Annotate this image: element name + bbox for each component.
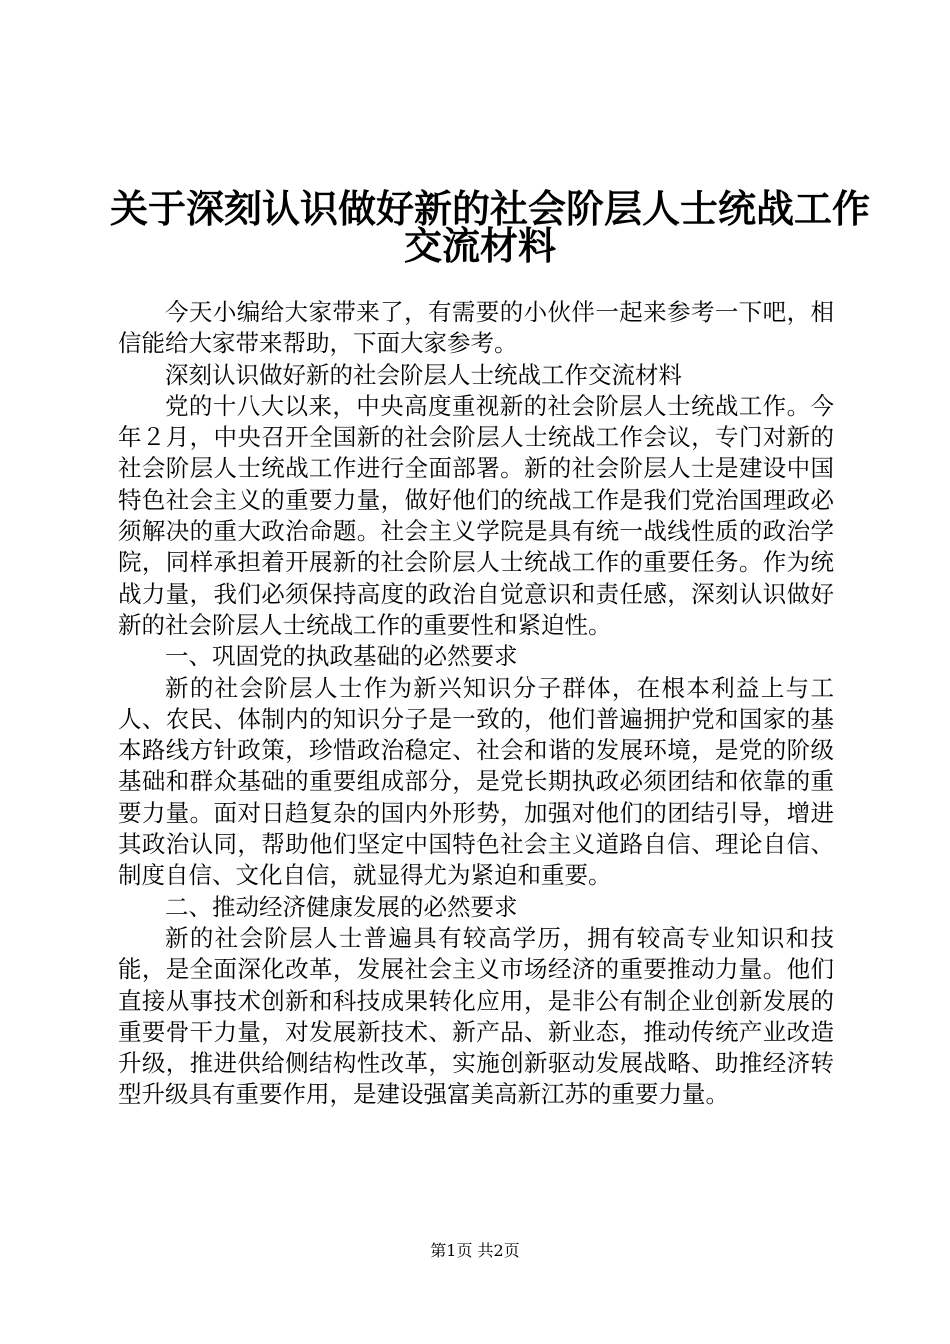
- body-paragraph: 新的社会阶层人士普遍具有较高学历，拥有较高专业知识和技能，是全面深化改革，发展社会主义市场经济的重要推动力量。他们直接从事技术创新和科技成果转化应用，是非公有制企业创新发展的重要骨干力量，对发展新技术、新产品、新业态，推动传统产业改造升级，推进供给侧结构性改革，实施创新驱动发展战略、助推经济转型升级具有重要作用，是建设强富美高新江苏的重要力量。: [118, 923, 834, 1109]
- section-heading-2: 二、推动经济健康发展的必然要求: [165, 892, 518, 921]
- body-paragraph: 党的十八大以来，中央高度重视新的社会阶层人士统战工作。今年２月，中央召开全国新的社会阶层人士统战工作会议，专门对新的社会阶层人士统战工作进行全面部署。新的社会阶层人士是建设中国特色社会主义的重要力量，做好他们的统战工作是我们党治国理政必须解决的重大政治命题。社会主义学院是具有统一战线性质的政治学院，同样承担着开展新的社会阶层人士统战工作的重要任务。作为统战力量，我们必须保持高度的政治自觉意识和责任感，深刻认识做好新的社会阶层人士统战工作的重要性和紧迫性。: [118, 391, 834, 639]
- section-heading-1: 一、巩固党的执政基础的必然要求: [165, 642, 518, 671]
- page-indicator: 第1页 共2页: [430, 1241, 520, 1260]
- document-body: [118, 297, 834, 1111]
- body-paragraph: 新的社会阶层人士作为新兴知识分子群体，在根本利益上与工人、农民、体制内的知识分子是一致的，他们普遍拥护党和国家的基本路线方针政策，珍惜政治稳定、社会和谐的发展环境，是党的阶级基础和群众基础的重要组成部分，是党长期执政必须团结和依靠的重要力量。面对日趋复杂的国内外形势，加强对他们的团结引导，增进其政治认同，帮助他们坚定中国特色社会主义道路自信、理论自信、制度自信、文化自信，就显得尤为紧迫和重要。: [118, 673, 834, 890]
- intro-paragraph: 今天小编给大家带来了，有需要的小伙伴一起来参考一下吧，相信能给大家带来帮助，下面大家参考。: [118, 298, 834, 358]
- document-title-line-1: 关于深刻认识做好新的社会阶层人士统战工作: [110, 186, 871, 231]
- subtitle-paragraph: 深刻认识做好新的社会阶层人士统战工作交流材料: [165, 360, 682, 389]
- document-title-line-2: 交流材料: [403, 223, 556, 268]
